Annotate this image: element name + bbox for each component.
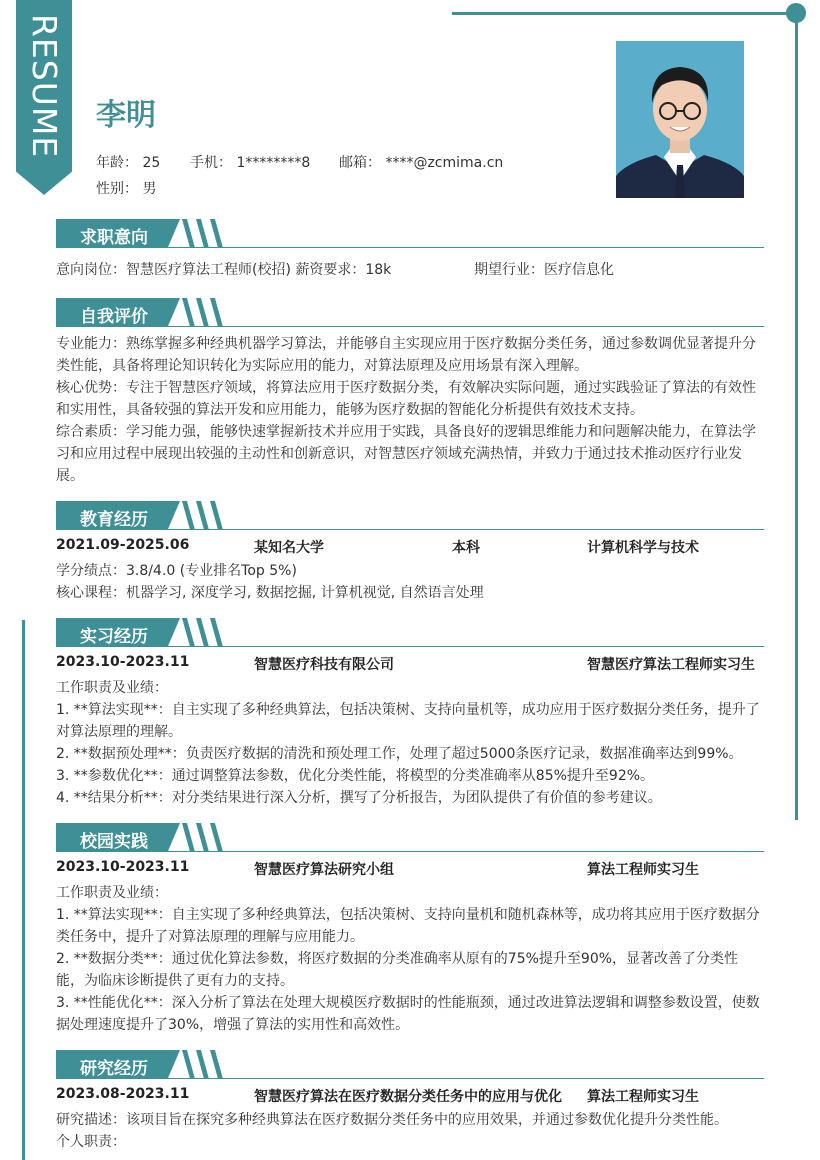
campus-line: 3. **性能优化**：深入分析了算法在处理大规模医疗数据时的性能瓶颈，通过改进算法逻辑和调整参数设置，使数据处理速度提升了30%，增强了算法的实用性和高效性。 [56, 995, 760, 1033]
research-duty: 个人职责： [56, 1134, 126, 1150]
self-item: 专业能力：熟练掌握多种经典机器学习算法，并能够自主实现应用于医疗数据分类任务，通过参数调优显著提升分类性能，具备将理论知识转化为实际应用的能力，对算法原理及应用场景有深入理解。 [56, 336, 756, 374]
candidate-name: 李明 [96, 98, 156, 133]
intent-position: 意向岗位：智慧医疗算法工程师(校招) 薪资要求：18k [56, 262, 392, 278]
campus-line: 1. **算法实现**：自主实现了多种经典算法，包括决策树、支持向量机和随机森林等，成功将其应用于医疗数据分类任务中，提升了对算法原理的理解与应用能力。 [56, 907, 760, 945]
section-title: 教育经历 [80, 510, 148, 530]
intern-details [56, 677, 766, 809]
research-details [56, 1109, 766, 1153]
portrait-image [616, 41, 744, 198]
edu-details [56, 560, 766, 604]
research-desc: 研究描述：该项目旨在探究多种经典算法在医疗数据分类任务中的应用效果，并通过参数优化提升分类性能。 [56, 1112, 728, 1128]
edu-row [56, 537, 766, 559]
research-role: 算法工程师实习生 [587, 1089, 699, 1105]
edu-degree: 本科 [452, 540, 480, 556]
campus-line: 2. **数据分类**：通过优化算法参数，将医疗数据的分类准确率从原有的75%提升至90%，显著改善了分类性能，为临床诊断提供了更有力的支持。 [56, 951, 739, 989]
section-education [56, 501, 764, 531]
self-item: 综合素质：学习能力强，能够快速掌握新技术并应用于实践，具备良好的逻辑思维能力和问题解决能力，在算法学习和应用过程中展现出较强的主动性和创新意识，对智慧医疗领域充满热情，并致力于通过技术推动医疗行业发展。 [56, 424, 756, 484]
intern-company: 智慧医疗科技有限公司 [254, 657, 394, 673]
section-title: 求职意向 [80, 228, 148, 248]
intern-line: 4. **结果分析**：对分类结果进行深入分析，撰写了分析报告，为团队提供了有价值的参考建议。 [56, 790, 662, 806]
section-self-evaluation [56, 298, 764, 328]
gender-field: 性别： 男 [96, 181, 157, 197]
section-campus-practice [56, 823, 764, 853]
intern-line: 3. **参数优化**：通过调整算法参数，优化分类性能，将模型的分类准确率从85%提升至92%。 [56, 768, 655, 784]
edu-major: 计算机科学与技术 [587, 540, 699, 556]
intern-line: 工作职责及业绩： [56, 680, 168, 696]
intern-role: 智慧医疗算法工程师实习生 [587, 657, 755, 673]
self-evaluation-text [56, 333, 766, 487]
intern-row [56, 654, 766, 676]
intern-line: 2. **数据预处理**：负责医疗数据的清洗和预处理工作，处理了超过5000条医疗记录，数据准确率达到99%。 [56, 746, 743, 762]
campus-details [56, 882, 766, 1036]
left-decor-line [22, 620, 25, 1160]
campus-role: 算法工程师实习生 [587, 862, 699, 878]
section-title: 实习经历 [80, 627, 148, 647]
section-internship [56, 618, 764, 648]
research-row [56, 1086, 766, 1108]
email-field: 邮箱： ****@zcmima.cn [339, 155, 504, 171]
intent-industry: 期望行业：医疗信息化 [474, 262, 614, 278]
section-job-intent [56, 219, 764, 249]
resume-ribbon-text: RESUME [25, 14, 64, 159]
edu-courses: 核心课程：机器学习, 深度学习, 数据挖掘, 计算机视觉, 自然语言处理 [56, 585, 484, 601]
campus-line: 工作职责及业绩： [56, 885, 168, 901]
edu-gpa: 学分绩点：3.8/4.0 (专业排名Top 5%) [56, 563, 297, 579]
phone-field: 手机： 1********8 [190, 155, 311, 171]
section-title: 研究经历 [80, 1059, 148, 1079]
right-decor-line [795, 14, 798, 820]
intern-date: 2023.10-2023.11 [56, 654, 190, 670]
campus-row [56, 859, 766, 881]
research-date: 2023.08-2023.11 [56, 1086, 190, 1102]
campus-org: 智慧医疗算法研究小组 [254, 862, 394, 878]
campus-date: 2023.10-2023.11 [56, 859, 190, 875]
research-project: 智慧医疗算法在医疗数据分类任务中的应用与优化 [254, 1089, 562, 1105]
edu-date: 2021.09-2025.06 [56, 537, 190, 553]
self-item: 核心优势：专注于智慧医疗领域，将算法应用于医疗数据分类，有效解决实际问题，通过实践验证了算法的有效性和实用性，具备较强的算法开发和应用能力，能够为医疗数据的智能化分析提供有效技术支持。 [56, 380, 756, 418]
section-research [56, 1050, 764, 1080]
profile-photo [616, 41, 744, 198]
top-decor-line [452, 12, 798, 15]
section-title: 自我评价 [80, 307, 148, 327]
intern-line: 1. **算法实现**：自主实现了多种经典算法，包括决策树、支持向量机等，成功应用于医疗数据分类任务，提升了对算法原理的理解。 [56, 702, 760, 740]
edu-school: 某知名大学 [254, 540, 324, 556]
section-title: 校园实践 [80, 832, 148, 852]
age-field: 年龄： 25 [96, 155, 161, 171]
